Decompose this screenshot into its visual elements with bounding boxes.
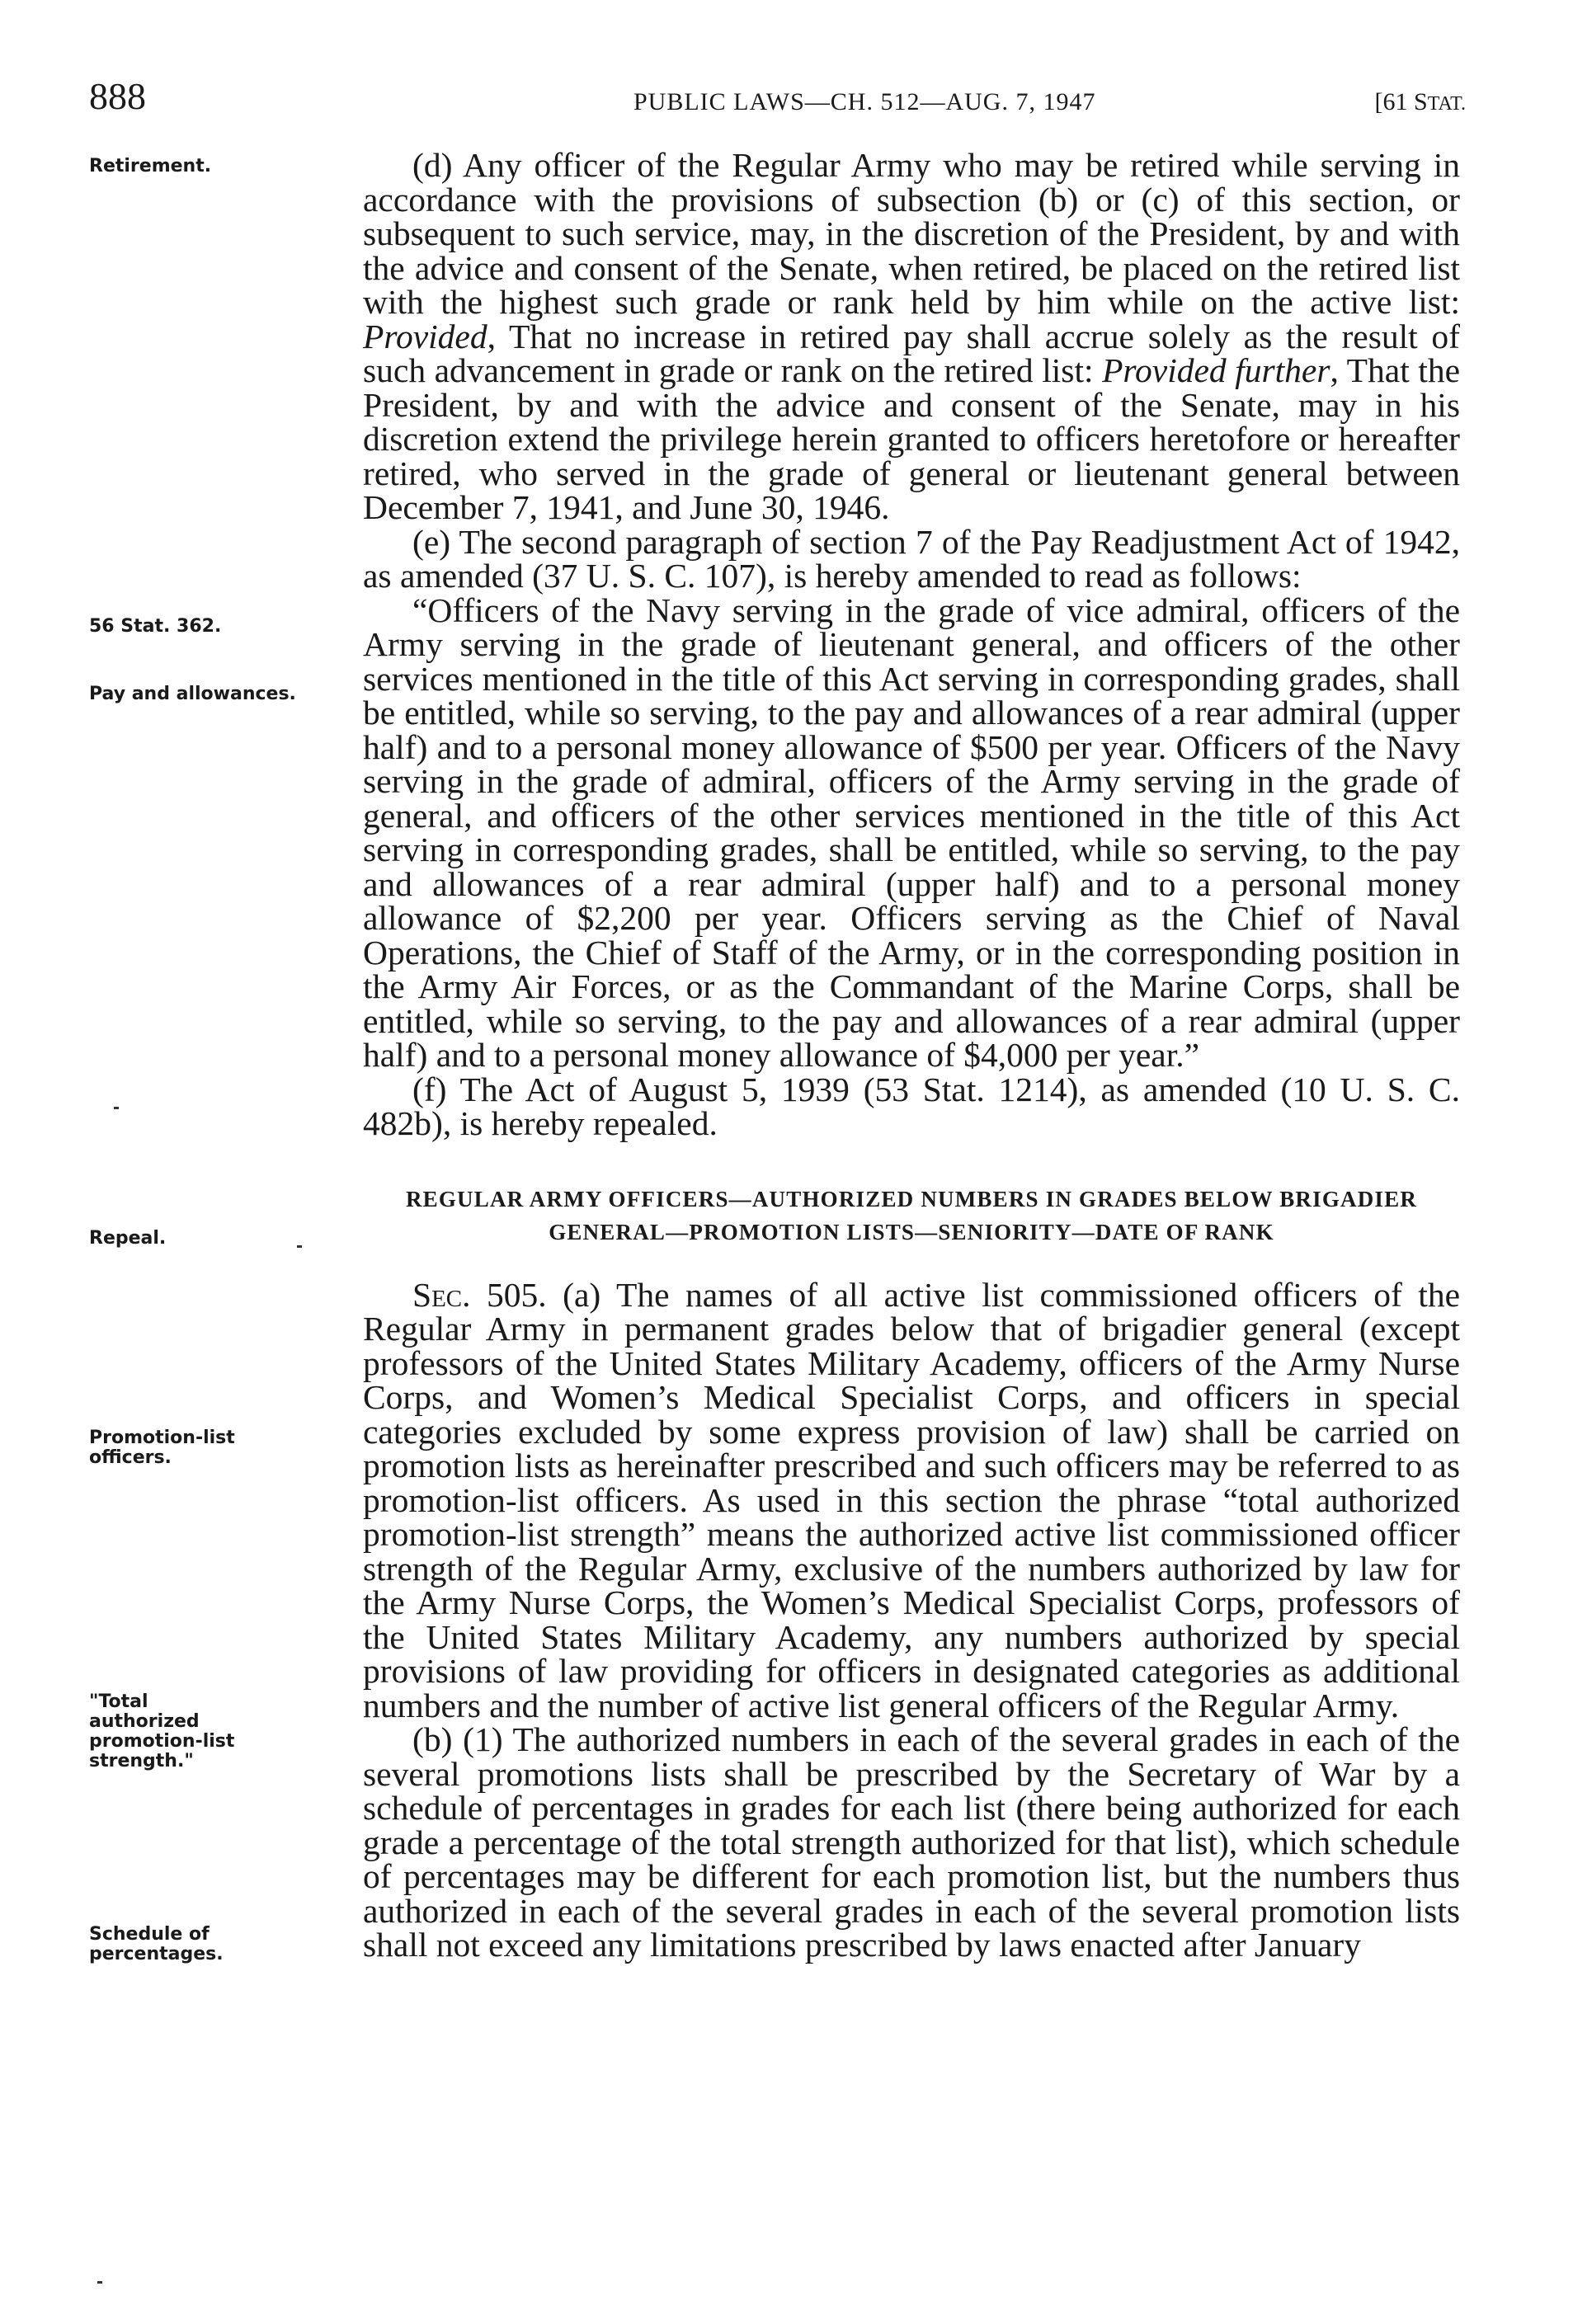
section-label: Sec. 505. <box>412 1275 547 1314</box>
page-number: 888 <box>89 75 146 117</box>
margin-note-total-authorized: "Total authorized promotion-list strength." <box>89 1691 235 1771</box>
running-head: PUBLIC LAWS—CH. 512—AUG. 7, 1947 <box>633 88 1096 115</box>
paragraph-d <box>363 148 1460 525</box>
statute-reference-suffix: TAT. <box>1427 93 1466 115</box>
section-505-a <box>363 1275 1461 1724</box>
stray-mark <box>97 2281 102 2284</box>
statute-reference-prefix: [61 S <box>1374 88 1428 115</box>
margin-note-retirement: Retirement. <box>89 156 212 176</box>
paragraph-d-part1: (d) Any officer of the Regular Army who may be retired while serving in accordance with the provisions of subsection (b) or (c) of this section, or subsequent to such service, may, in the discretion of the President, by and with the advice and consent of the Senate, when retired, be placed on the retired list with the highest such grade or rank held by him while on the active list: <box>363 146 1460 321</box>
statute-reference <box>1375 86 1466 120</box>
page-header <box>89 76 1466 125</box>
margin-note-schedule-percentages: Schedule of percentages. <box>89 1924 224 1964</box>
section-505-a-text: (a) The names of all active list commissioned officers of the Regular Army in permanent grades below that of brigadier general (except professors of the United States Military Academy, officers of the Army Nurse Corps, and Women’s Medical Specialist Corps, and officers in special categories excluded by some express provision of law) shall be carried on promotion lists as hereinafter prescribed and such officers may be referred to as promotion-list officers. As used in this section the phrase “total authorized promotion-list strength” means the authorized active list commissioned officer strength of the Regular Army, exclusive of the numbers authorized by law for the Army Nurse Corps, the Women’s Medical Specialist Corps, professors of the United States Military Academy, any numbers authorized by special provisions of law providing for officers in designated categories as additional numbers and the number of active list general officers of the Regular Army. <box>363 1275 1461 1724</box>
margin-note-repeal: Repeal. <box>89 1228 167 1249</box>
section-heading: REGULAR ARMY OFFICERS—AUTHORIZED NUMBERS IN GRADES BELOW BRIGADIER GENERAL—PROMOTION LISTS—SENIORITY—DATE OF RANK <box>405 1186 1418 1244</box>
stray-mark <box>114 1107 119 1109</box>
provided-italic: Provided <box>363 317 487 355</box>
paragraph-e: (e) The second paragraph of section 7 of the Pay Readjustment Act of 1942, as amended (37 U. S. C. 107), is hereby amended to read as follows: <box>363 522 1460 595</box>
margin-note-promotion-list-officers: Promotion-list officers. <box>89 1428 235 1468</box>
stray-mark <box>297 1245 302 1248</box>
provided-further-italic: Provided further <box>1102 351 1330 389</box>
paragraph-e-quote: “Officers of the Navy serving in the grade of vice admiral, officers of the Army serving in the grade of lieutenant general, and officers of the other services mentioned in the title of this Act serving in corresponding grades, shall be entitled, while so serving, to the pay and allowances of a rear admiral (upper half) and to a personal money allowance of $500 per year. Officers of the Navy serving in the grade of admiral, officers of the Army serving in the grade of general, and officers of the other services mentioned in the title of this Act serving in corresponding grades, shall be entitled, while so serving, to the pay and allowances of a rear admiral (upper half) and to a personal money allowance of $2,200 per year. Officers serving as the Chief of Naval Operations, the Chief of Staff of the Army, or in the corresponding position in the Army Air Forces, or as the Commandant of the Marine Corps, shall be entitled, while so serving, to the pay and allowances of a rear admiral (upper half) and to a personal money allowance of $4,000 per year.” <box>363 590 1460 1074</box>
margin-note-stat-362: 56 Stat. 362. <box>89 616 222 637</box>
section-505-b: (b) (1) The authorized numbers in each of the several grades in each of the several promotions lists shall be prescribed by the Secretary of War by a schedule of percentages in grades for each list (there being authorized for each grade a percentage of the total strength authorized for that list), which schedule of percentages may be different for each promotion list, but the numbers thus authorized in each of the several grades in each of the several promotion lists shall not exceed any limitations prescribed by laws enacted after January <box>363 1720 1460 1964</box>
body-text <box>363 148 1460 1963</box>
margin-note-pay-allowances: Pay and allowances. <box>89 684 296 704</box>
paragraph-f: (f) The Act of August 5, 1939 (53 Stat. 1214), as amended (10 U. S. C. 482b), is hereby repealed. <box>363 1070 1460 1142</box>
paragraph-d-part2: , That no increase in retired pay shall accrue solely as the result of such advancement in grade or rank on the retired list: <box>363 317 1460 389</box>
paragraph-d-part3: , That the President, by and with the advice and consent of the Senate, may in his discretion extend the privilege herein granted to officers heretofore or hereafter retired, who served in the grade of general or lieutenant general between December 7, 1941, and June 30, 1946. <box>363 351 1460 526</box>
